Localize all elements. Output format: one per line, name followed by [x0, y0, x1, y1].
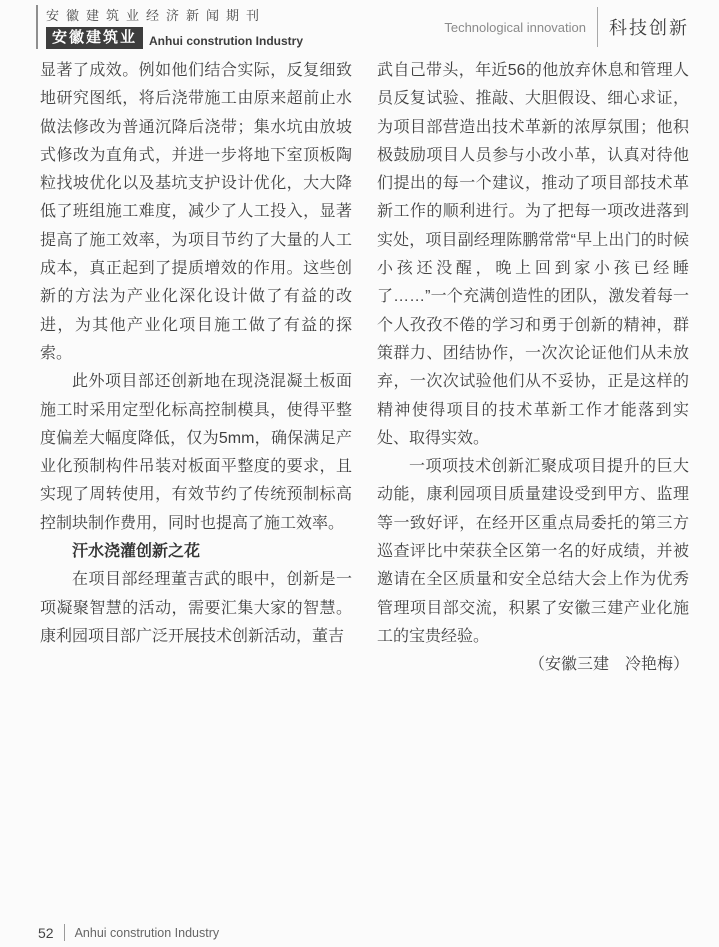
- section-label-block: [444, 7, 689, 47]
- footer-journal-name: Anhui constrution Industry: [74, 925, 220, 940]
- footer-divider: [64, 924, 65, 941]
- brand-row: [46, 27, 303, 49]
- paragraph: 一项项技术创新汇聚成项目提升的巨大动能，康利园项目质量建设受到甲方、监理等一致好评，在经开区重点局委托的第三方巡查评比中荣获全区第一名的好成绩，并被邀请在全区质量和安全总结大会上作为优秀管理项目部交流，积累了安徽三建产业化施工的宝贵经验。: [377, 458, 689, 645]
- journal-brand-block: [36, 5, 303, 49]
- journal-title-line: 安徽建筑业经济新闻期刊: [46, 8, 267, 23]
- page-footer: [38, 924, 219, 941]
- section-name-chinese: 科技创新: [609, 18, 689, 38]
- right-column: [377, 57, 689, 680]
- page-header: [36, 5, 689, 49]
- brand-english-name: Anhui constrution Industry: [149, 34, 304, 48]
- paragraph-continuation: 武自己带头，年近56的他放弃休息和管理人员反复试验、推敲、大胆假设、细心求证，为项目部营造出技术革新的浓厚氛围；他积极鼓励项目人员参与小改小革，认真对待他们提出的每一个建议，推动了项目部技术革新工作的顺利进行。为了把每一项改进落到实处，项目副经理陈鹏常常“早上出门的时候小孩还没醒，晚上回到家小孩已经睡了……”一个充满创造性的团队，激发着每一个人孜孜不倦的学习和勇于创新的精神，群策群力、团结协作，一次次论证他们从未放弃，一次次试验他们从不妥协，正是这样的精神使得项目的技术革新工作才能落到实处、取得实效。: [377, 62, 689, 447]
- header-divider: [597, 7, 598, 47]
- paragraph: 此外项目部还创新地在现浇混凝土板面施工时采用定型化标高控制模具，使得平整度偏差大幅度降低，仅为5mm，确保满足产业化预制构件吊装对板面平整度的要求，且实现了周转使用，有效节约了传统预制标高控制块制作费用，同时也提高了施工效率。: [40, 373, 352, 532]
- paragraph: 在项目部经理董吉武的眼中，创新是一项凝聚智慧的活动，需要汇集大家的智慧。康利园项目部广泛开展技术创新活动，董吉: [40, 571, 352, 645]
- brand-logo-box: 安徽建筑业: [46, 27, 143, 49]
- subsection-heading: 汗水浇灌创新之花: [72, 543, 201, 561]
- section-name-english: Technological innovation: [444, 19, 586, 35]
- article-body: [40, 57, 689, 680]
- paragraph-continuation: 显著了成效。例如他们结合实际，反复细致地研究图纸，将后浇带施工由原来超前止水做法修改为普通沉降后浇带；集水坑由放坡式修改为直角式，并进一步将地下室顶板陶粒找坡优化以及基坑支护设计优化，大大降低了班组施工难度，减少了人工投入，显著提高了施工效率，为项目节约了大量的人工成本，真正起到了提质增效的作用。这些创新的方法为产业化深化设计做了有益的改进，为其他产业化项目施工做了有益的探索。: [40, 62, 352, 362]
- article-byline: （安徽三建 冷艳梅）: [528, 656, 689, 674]
- page-number: 52: [38, 924, 54, 941]
- left-column: [40, 57, 352, 680]
